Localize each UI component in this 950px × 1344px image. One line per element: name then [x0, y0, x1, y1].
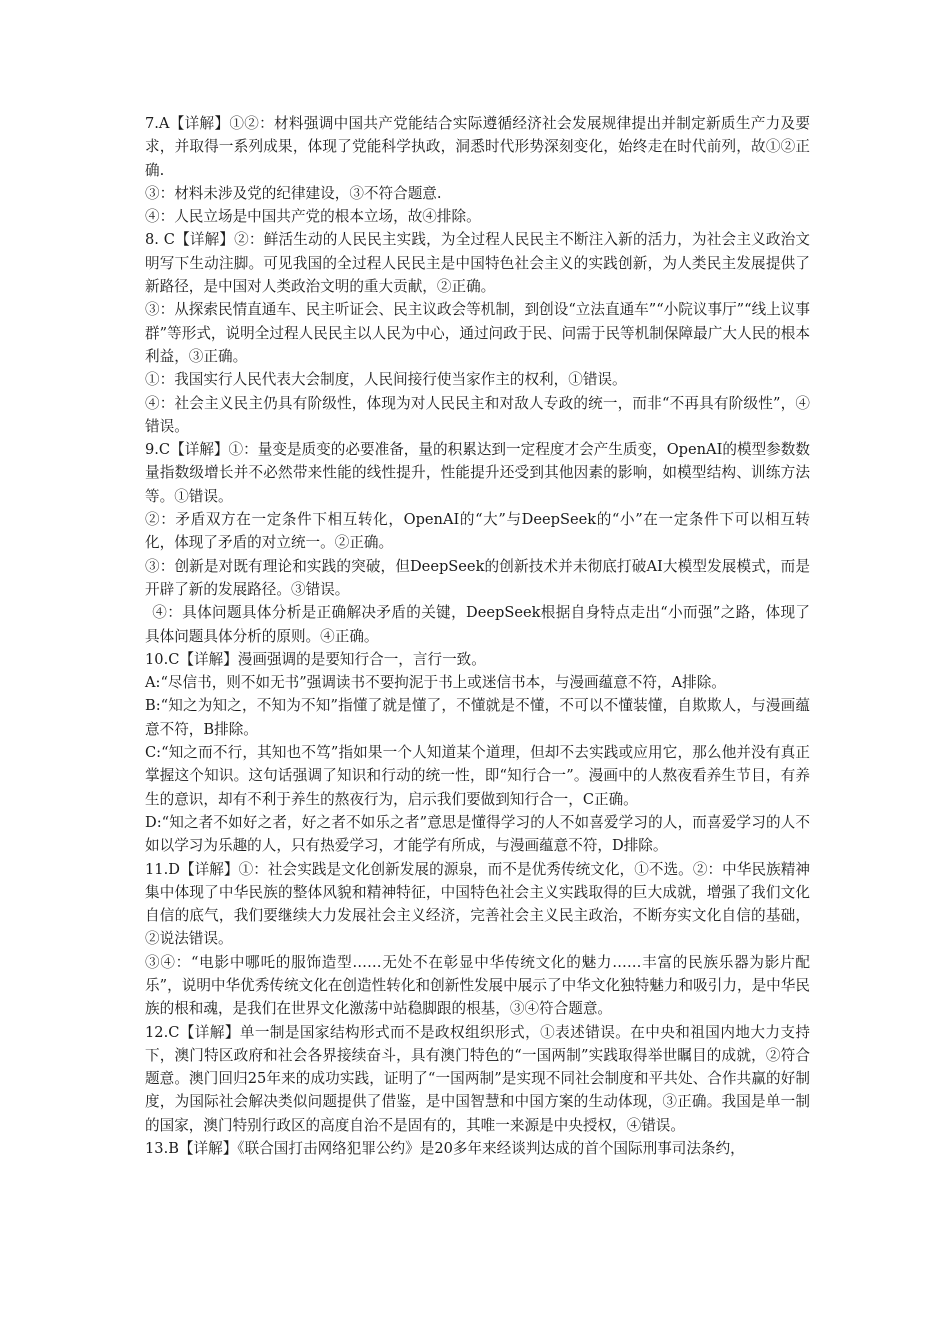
paragraph: ①：我国实行人民代表大会制度，人民间接行使当家作主的权利，①错误。: [145, 371, 627, 389]
paragraph: B:“知之为知之，不知为不知”指懂了就是懂了，不懂就是不懂，不可以不懂装懂，自欺欺人，与漫画蕴意不符，B排除。: [145, 697, 810, 738]
paragraph: ③：创新是对既有理论和实践的突破，但DeepSeek的创新技术并未彻底打破AI大模型发展模式，而是开辟了新的发展路径。③错误。: [145, 557, 810, 598]
paragraph: A:“尽信书，则不如无书”强调读书不要拘泥于书上或迷信书本，与漫画蕴意不符，A排除。: [145, 674, 726, 692]
paragraph: ③：从探索民情直通车、民主听证会、民主议政会等机制，到创设“立法直通车”“小院议事厅”“线上议事群”等形式，说明全过程人民民主以人民为中心，通过问政于民、问需于民等机制保障最广大人民的根本利益，③正确。: [145, 301, 810, 365]
paragraph: ④：人民立场是中国共产党的根本立场，故④排除。: [145, 208, 481, 226]
paragraph: D:“知之者不如好之者，好之者不如乐之者”意思是懂得学习的人不如喜爱学习的人，而喜爱学习的人不如以学习为乐趣的人，只有热爱学习，才能学有所成，与漫画蕴意不符，D排除。: [145, 813, 810, 855]
paragraph: ③：材料未涉及党的纪律建设，③不符合题意.: [145, 184, 442, 202]
paragraph: ②：矛盾双方在一定条件下相互转化，OpenAI的“大”与DeepSeek的“小”在一定条件下可以相互转化，体现了矛盾的对立统一。②正确。: [145, 511, 810, 552]
paragraph: ④：具体问题具体分析是正确解决矛盾的关键，DeepSeek根据自身特点走出“小而强”之路，体现了具体问题具体分析的原则。④正确。: [145, 604, 810, 645]
paragraph: 13.B【详解】《联合国打击网络犯罪公约》是20多年来经谈判达成的首个国际刑事司法条约，: [145, 1140, 745, 1158]
paragraph: C:“知之而不行，其知也不笃”指如果一个人知道某个道理，但却不去实践或应用它，那么他并没有真正掌握这个知识。这句话强调了知识和行动的统一性，即“知行合一”。漫画中的人熬夜看养生节目，有养生的意识，却有不利于养生的熬夜行为，启示我们要做到知行合一，C正确。: [145, 744, 810, 808]
paragraph: 8. C【详解】②：鲜活生动的人民民主实践，为全过程人民民主不断注入新的活力，为社会主义政治文明写下生动注脚。可见我国的全过程人民民主是中国特色社会主义的实践创新，为人类民主发展提供了新路径，是中国对人类政治文明的重大贡献，②正确。: [145, 231, 810, 296]
paragraph: ③④：“电影中哪吒的服饰造型……无处不在彰显中华传统文化的魅力……丰富的民族乐器为影片配乐”，说明中华优秀传统文化在创造性转化和创新性发展中展示了中华文化独特魅力和吸引力，是中华民族的根和魂，是我们在世界文化激荡中站稳脚跟的根基，③④符合题意。: [145, 953, 810, 1018]
paragraph: 7.A【详解】①②：材料强调中国共产党能结合实际遵循经济社会发展规律提出并制定新质生产力及要求，并取得一系列成果，体现了党能科学执政，洞悉时代形势深刻变化，始终走在时代前列，故①②正确.: [145, 115, 810, 179]
paragraph: 9.C【详解】①：量变是质变的必要准备，量的积累达到一定程度才会产生质变，OpenAI的模型参数数量指数级增长并不必然带来性能的线性提升，性能提升还受到其他因素的影响，如模型结构、训练方法等。①错误。: [145, 441, 810, 505]
paragraph: 12.C【详解】单一制是国家结构形式而不是政权组织形式，①表述错误。在中央和祖国内地大力支持下，澳门特区政府和社会各界接续奋斗，具有澳门特色的“一国两制”实践取得举世瞩目的成就，②符合题意。澳门回归25年来的成功实践，证明了“一国两制”是实现不同社会制度和平共处、合作共赢的好制度，为国际社会解决类似问题提供了借鉴，是中国智慧和中国方案的生动体现，③正确。我国是单一制的国家，澳门特别行政区的高度自治不是固有的，其唯一来源是中央授权，④错误。: [145, 1023, 810, 1134]
paragraph: 10.C【详解】漫画强调的是要知行合一，言行一致。: [145, 650, 486, 668]
paragraph: 11.D【详解】①：社会实践是文化创新发展的源泉，而不是优秀传统文化，①不选。②：中华民族精神集中体现了中华民族的整体风貌和精神特征，中国特色社会主义实践取得的巨大成就，增强了我们文化自信的底气，我们要继续大力发展社会主义经济，完善社会主义民主政治，不断夯实文化自信的基础，②说法错误。: [145, 860, 810, 948]
paragraph: ④：社会主义民主仍具有阶级性，体现为对人民民主和对敌人专政的统一，而非“不再具有阶级性”，④错误。: [145, 394, 810, 435]
answer-explanations: [145, 112, 810, 1160]
